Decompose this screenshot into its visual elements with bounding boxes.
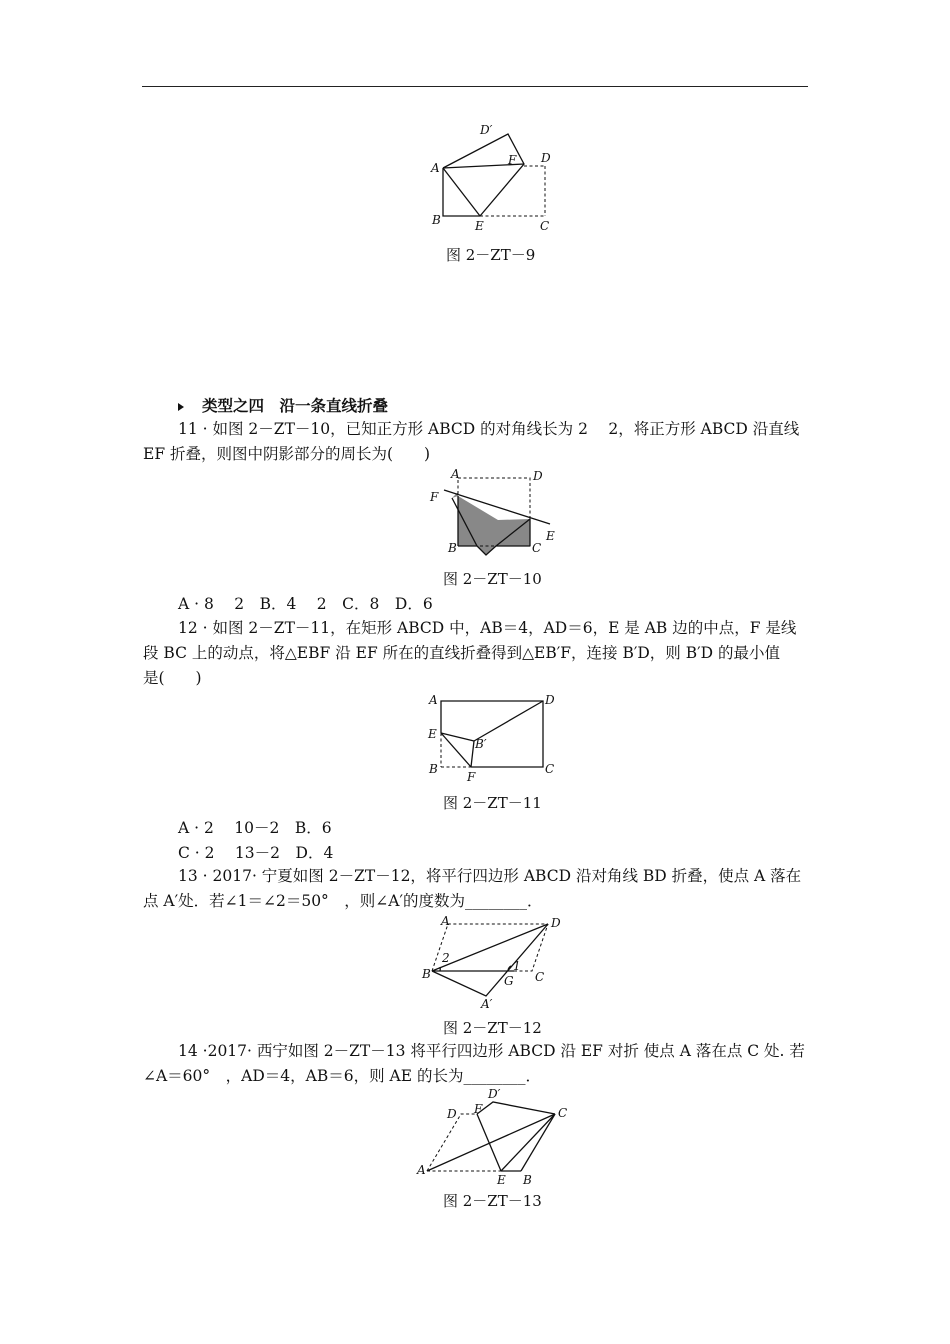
label-a: A — [417, 1163, 426, 1177]
label-d: D — [545, 693, 555, 707]
q14-text-line2: ∠A＝60° ，AD＝4，AB＝6，则 AE 的长为________． — [143, 1067, 541, 1085]
q12-text-line1: 12 · 如图 2－ZT－11，在矩形 ABCD 中，AB＝4，AD＝6，E 是 AB 边的中点，F 是线 — [178, 619, 797, 637]
figure-2-zt-10 — [420, 466, 570, 566]
label-b: B — [432, 213, 441, 227]
label-c: C — [558, 1106, 568, 1120]
label-c: C — [535, 970, 545, 984]
label-d: D — [533, 469, 543, 483]
q13-text-line2: 点 A′处．若∠1＝∠2＝50° ，则∠A′的度数为________． — [143, 892, 543, 910]
q11-options: A · 8 2 B．4 2 C．8 D．6 — [178, 595, 433, 613]
label-e: E — [428, 727, 437, 741]
q12-text-line3: 是( ) — [143, 669, 202, 687]
label-e: E — [475, 219, 484, 233]
q12-text-line2: 段 BC 上的动点，将△EBF 沿 EF 所在的直线折叠得到△EB′F，连接 B′D，则 B′D 的最小值 — [143, 644, 780, 662]
label-angle-2: 2 — [442, 951, 450, 965]
label-f: F — [508, 153, 517, 167]
q14-text-line1: 14 ·2017· 西宁如图 2－ZT－13 将平行四边形 ABCD 沿 EF 对折 使点 A 落在点 C 处. 若 — [178, 1042, 805, 1060]
figure-caption: 图 2－ZT－9 — [446, 246, 536, 264]
q12-options-line1: A · 2 10－2 B．6 — [178, 819, 332, 837]
figure-caption: 图 2－ZT－10 — [443, 570, 542, 588]
label-b: B — [448, 541, 457, 555]
label-d-prime: D′ — [488, 1087, 501, 1101]
figure-2-zt-9 — [420, 118, 560, 238]
label-angle-1: 1 — [513, 959, 521, 973]
label-c: C — [532, 541, 542, 555]
label-g: G — [504, 974, 514, 988]
figure-caption: 图 2－ZT－12 — [443, 1019, 542, 1037]
header-rule — [142, 86, 808, 87]
figure-2-zt-11 — [420, 690, 570, 790]
label-e: E — [546, 529, 555, 543]
figure-caption: 图 2－ZT－11 — [443, 794, 542, 812]
label-f: F — [467, 770, 476, 784]
label-d: D — [551, 916, 561, 930]
label-a-prime: A′ — [481, 997, 493, 1011]
bullet-triangle-icon — [178, 403, 184, 411]
label-d: D — [447, 1107, 457, 1121]
label-a: A — [429, 693, 438, 707]
section-heading: 类型之四 沿一条直线折叠 — [178, 394, 388, 416]
label-b: B — [523, 1173, 532, 1187]
label-e: E — [497, 1173, 506, 1187]
q12-options-line2: C · 2 13－2 D．4 — [178, 844, 334, 862]
figure-2-zt-12 — [418, 913, 578, 1013]
label-a: A — [431, 161, 440, 175]
label-b: B — [422, 967, 431, 981]
label-b: B — [429, 762, 438, 776]
label-f: F — [474, 1102, 483, 1116]
q11-text-line1: 11 · 如图 2－ZT－10，已知正方形 ABCD 的对角线长为 2 2，将正方形 ABCD 沿直线 — [178, 420, 800, 438]
label-d-prime: D′ — [480, 123, 493, 137]
label-d: D — [541, 151, 551, 165]
label-f: F — [430, 490, 439, 504]
label-c: C — [540, 219, 550, 233]
q11-text-line2: EF 折叠，则图中阴影部分的周长为( ) — [143, 445, 431, 463]
figure-caption: 图 2－ZT－13 — [443, 1192, 542, 1210]
label-a: A — [441, 914, 450, 928]
figure-2-zt-13 — [415, 1086, 585, 1191]
label-a: A — [451, 467, 460, 481]
label-b-prime: B′ — [475, 737, 487, 751]
q13-text-line1: 13 · 2017· 宁夏如图 2－ZT－12，将平行四边形 ABCD 沿对角线 BD 折叠，使点 A 落在 — [178, 867, 802, 885]
label-c: C — [545, 762, 555, 776]
